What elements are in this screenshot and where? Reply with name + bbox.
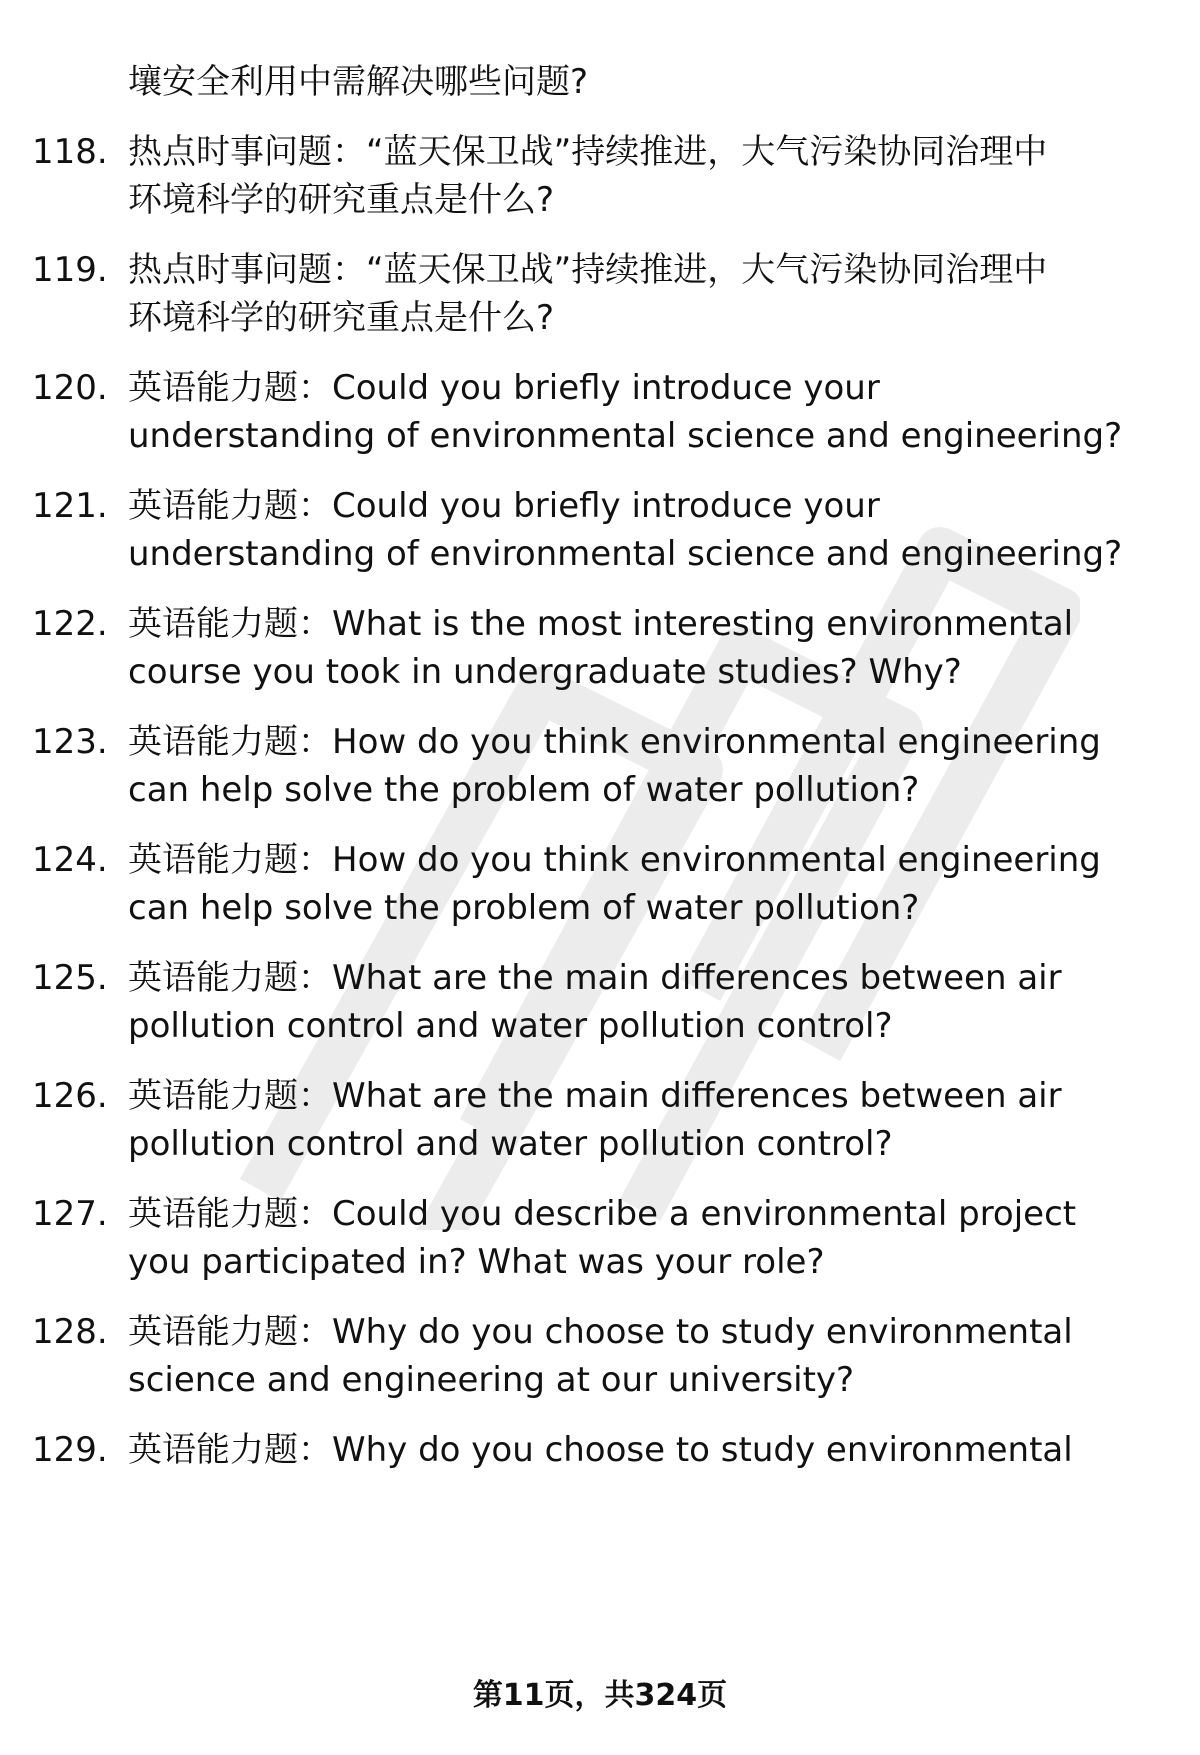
question-text-line: science and engineering at our university? (128, 1360, 855, 1400)
continuation-line: 壤安全利用中需解决哪些问题? (128, 62, 589, 102)
page-footer: 第11页，共324页 (472, 1678, 728, 1713)
question-item (0, 364, 1200, 464)
question-text-line: pollution control and water pollution control? (128, 1006, 893, 1046)
question-text-line: 英语能力题：What are the main differences between air (128, 1076, 1062, 1116)
question-text-line: pollution control and water pollution control? (128, 1124, 893, 1164)
question-number: 127. (32, 1194, 108, 1234)
question-number: 120. (32, 368, 108, 408)
question-text-line: course you took in undergraduate studies? Why? (128, 652, 962, 692)
question-text-line: understanding of environmental science and engineering? (128, 534, 1123, 574)
question-number: 125. (32, 958, 108, 998)
question-item (0, 1190, 1200, 1290)
question-item (0, 1072, 1200, 1172)
question-text-line: 环境科学的研究重点是什么? (128, 180, 555, 220)
question-text-line: can help solve the problem of water pollution? (128, 888, 920, 928)
question-text-line: understanding of environmental science and engineering? (128, 416, 1123, 456)
question-number: 118. (32, 132, 108, 172)
question-item (0, 482, 1200, 582)
question-text-line: 英语能力题：What is the most interesting environmental (128, 604, 1074, 644)
question-text-line: 热点时事问题：“蓝天保卫战”持续推进，大气污染协同治理中 (128, 132, 1048, 172)
question-text-line: can help solve the problem of water pollution? (128, 770, 920, 810)
question-text-line: 英语能力题：Could you describe a environmental project (128, 1194, 1077, 1234)
question-number: 124. (32, 840, 108, 880)
question-number: 119. (32, 250, 108, 290)
question-text-line: 英语能力题：Why do you choose to study environmental (128, 1430, 1073, 1470)
question-item (0, 1308, 1200, 1408)
question-number: 128. (32, 1312, 108, 1352)
question-number: 129. (32, 1430, 108, 1470)
question-item (0, 128, 1200, 228)
question-number: 122. (32, 604, 108, 644)
question-item (0, 954, 1200, 1054)
question-item (0, 600, 1200, 700)
question-item (0, 246, 1200, 346)
question-number: 123. (32, 722, 108, 762)
question-text-line: you participated in? What was your role? (128, 1242, 825, 1282)
question-text-line: 热点时事问题：“蓝天保卫战”持续推进，大气污染协同治理中 (128, 250, 1048, 290)
question-number: 126. (32, 1076, 108, 1116)
question-text-line: 英语能力题：What are the main differences between air (128, 958, 1062, 998)
question-item (0, 836, 1200, 936)
question-text-line: 英语能力题：How do you think environmental engineering (128, 722, 1101, 762)
question-item (0, 718, 1200, 818)
question-text-line: 英语能力题：Why do you choose to study environmental (128, 1312, 1073, 1352)
question-text-line: 英语能力题：Could you briefly introduce your (128, 368, 880, 408)
question-item (0, 1426, 1200, 1526)
question-text-line: 环境科学的研究重点是什么? (128, 298, 555, 338)
question-number: 121. (32, 486, 108, 526)
question-text-line: 英语能力题：Could you briefly introduce your (128, 486, 880, 526)
question-text-line: 英语能力题：How do you think environmental engineering (128, 840, 1101, 880)
